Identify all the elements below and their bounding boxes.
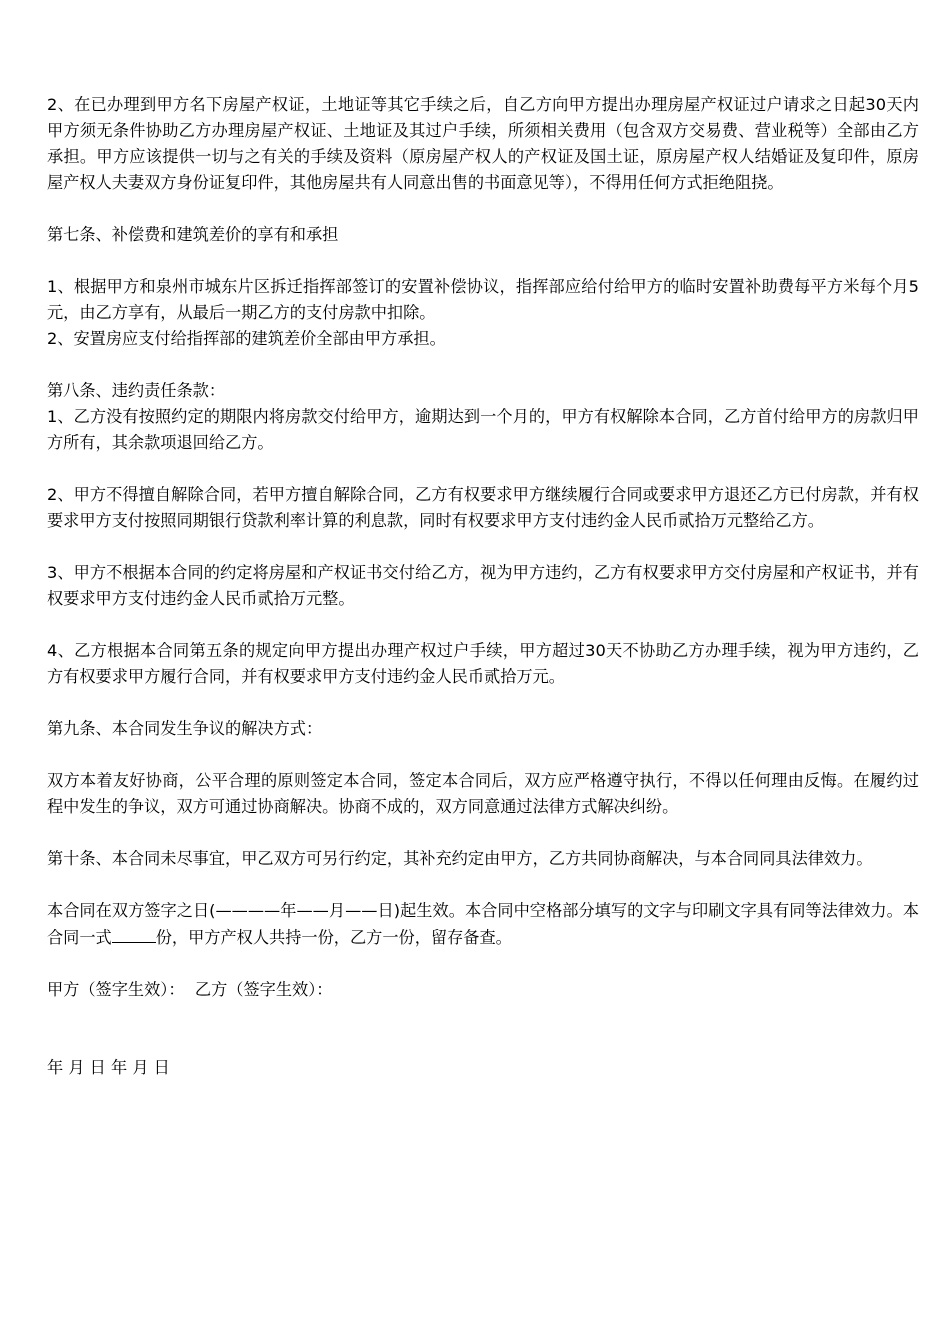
effective-clause: [47, 898, 919, 951]
clause6-item2: 2、在已办理到甲方名下房屋产权证，土地证等其它手续之后，自乙方向甲方提出办理房屋产权证过户请求之日起30天内甲方须无条件协助乙方办理房屋产权证、土地证及其过户手续，所须相关费用（包含双方交易费、营业税等）全部由乙方承担。甲方应该提供一切与之有关的手续及资料（原房屋产权人的产权证及国土证，原房屋产权人结婚证及复印件，原房屋产权人夫妻双方身份证复印件，其他房屋共有人同意出售的书面意见等），不得用任何方式拒绝阻挠。: [47, 95, 919, 192]
effective-text-part2: 份，甲方产权人共持一份，乙方一份，留存备查。: [155, 928, 512, 947]
clause7-item1: 1、根据甲方和泉州市城东片区拆迁指挥部签订的安置补偿协议，指挥部应给付给甲方的临时安置补助费每平方米每个月5元，由乙方享有，从最后一期乙方的支付房款中扣除。: [47, 277, 919, 322]
signature-line: 甲方（签字生效）： 乙方（签字生效）：: [47, 980, 333, 999]
date-line: 年 月 日 年 月 日: [47, 1058, 170, 1077]
clause10: 第十条、本合同未尽事宜，甲乙双方可另行约定，其补充约定由甲方，乙方共同协商解决，与本合同同具法律效力。: [47, 849, 873, 868]
clause7-item2: 2、安置房应支付给指挥部的建筑差价全部由甲方承担。: [47, 329, 446, 348]
effective-text-part1: 本合同在双方签字之日(————年——月——日)起生效。本合同中空格部分填写的文字与印刷文字具有同等法律效力。本合同一式: [47, 901, 919, 947]
clause8-item4: 4、乙方根据本合同第五条的规定向甲方提出办理产权过户手续，甲方超过30天不协助乙方办理手续，视为甲方违约，乙方有权要求甲方履行合同，并有权要求甲方支付违约金人民币贰拾万元。: [47, 641, 919, 686]
clause8-title: 第八条、违约责任条款：: [47, 381, 226, 400]
clause9-body: 双方本着友好协商，公平合理的原则签定本合同，签定本合同后，双方应严格遵守执行，不得以任何理由反悔。在履约过程中发生的争议，双方可通过协商解决。协商不成的，双方同意通过法律方式解决纠纷。: [47, 771, 919, 816]
copies-blank-line: [112, 924, 156, 943]
clause8-item2: 2、甲方不得擅自解除合同，若甲方擅自解除合同，乙方有权要求甲方继续履行合同或要求甲方退还乙方已付房款，并有权要求甲方支付按照同期银行贷款利率计算的利息款，同时有权要求甲方支付违约金人民币贰拾万元整给乙方。: [47, 485, 919, 530]
clause8-item3: 3、甲方不根据本合同的约定将房屋和产权证书交付给乙方，视为甲方违约，乙方有权要求甲方交付房屋和产权证书，并有权要求甲方支付违约金人民币贰拾万元整。: [47, 563, 919, 608]
clause9-title: 第九条、本合同发生争议的解决方式：: [47, 719, 323, 738]
contract-page: [47, 92, 919, 1081]
clause7-title: 第七条、补偿费和建筑差价的享有和承担: [47, 225, 339, 244]
clause8-item1: 1、乙方没有按照约定的期限内将房款交付给甲方，逾期达到一个月的，甲方有权解除本合同，乙方首付给甲方的房款归甲方所有，其余款项退回给乙方。: [47, 407, 919, 452]
